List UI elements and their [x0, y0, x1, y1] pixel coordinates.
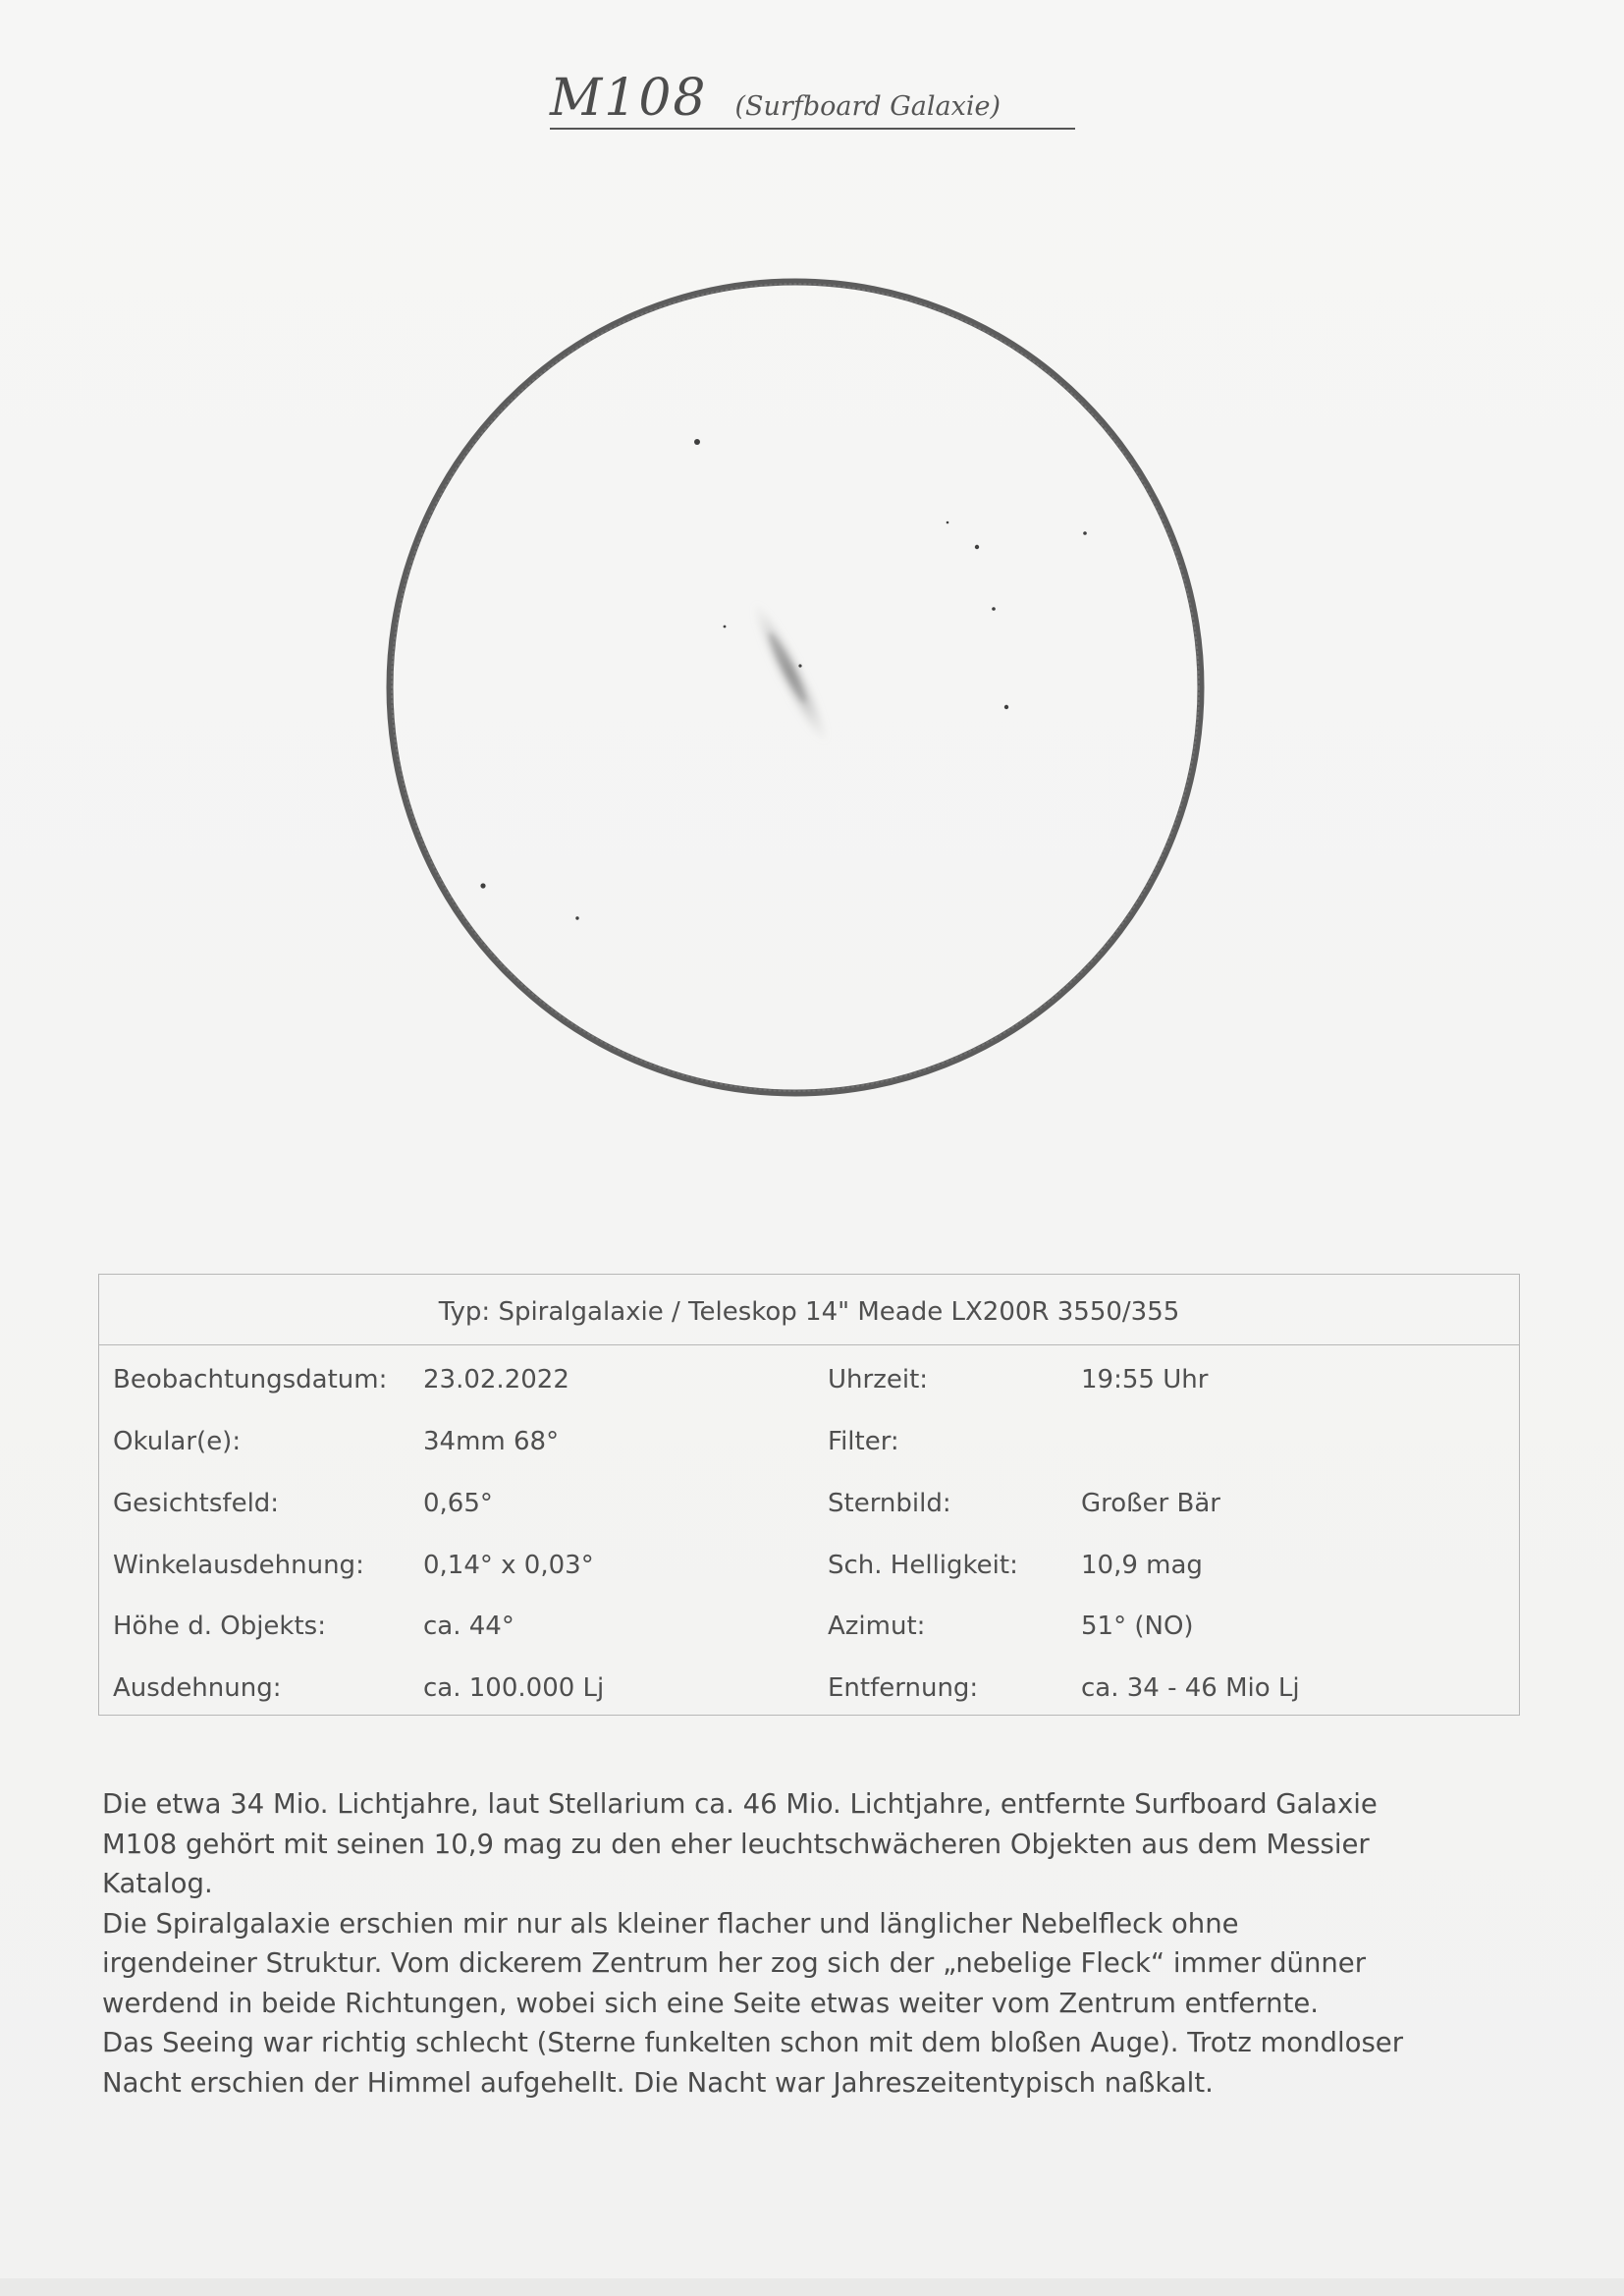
notes-line: Das Seeing war richtig schlecht (Sterne funkelten schon mit dem bloßen Auge). Trotz mondloser: [102, 2027, 1404, 2058]
scan-edge: [0, 2278, 1624, 2296]
info-label: Höhe d. Objekts:: [113, 1612, 326, 1641]
info-row: [99, 1475, 1519, 1536]
notes-line: Nacht erschien der Himmel aufgehellt. Die Nacht war Jahreszeitentypisch naßkalt.: [102, 2066, 1214, 2099]
info-label: Winkelausdehnung:: [113, 1551, 364, 1580]
object-designation: M108: [550, 69, 708, 128]
notes-line: Katalog.: [102, 1868, 213, 1899]
info-label: Beobachtungsdatum:: [113, 1365, 388, 1394]
info-row: [99, 1351, 1519, 1412]
page-title: [550, 69, 1075, 130]
info-label: Sch. Helligkeit:: [828, 1551, 1018, 1580]
info-value: ca. 44°: [423, 1612, 514, 1641]
notes-line: irgendeiner Struktur. Vom dickerem Zentrum her zog sich der „nebelige Fleck“ immer dünner: [102, 1947, 1367, 1979]
star: [947, 521, 949, 524]
star: [1004, 705, 1008, 709]
star: [1083, 531, 1087, 535]
info-value: 10,9 mag: [1081, 1551, 1203, 1580]
object-common-name: (Surfboard Galaxie): [734, 91, 1001, 122]
notes-line: M108 gehört mit seinen 10,9 mag zu den eher leuchtschwächeren Objekten aus dem Messier: [102, 1828, 1370, 1860]
info-value: 19:55 Uhr: [1081, 1365, 1209, 1394]
star: [480, 883, 485, 888]
info-value: 0,14° x 0,03°: [423, 1551, 594, 1580]
info-row: [99, 1413, 1519, 1474]
info-value: 34mm 68°: [423, 1427, 560, 1456]
info-label: Uhrzeit:: [828, 1365, 929, 1394]
info-label: Azimut:: [828, 1612, 926, 1641]
info-label: Entfernung:: [828, 1673, 979, 1703]
star: [694, 439, 700, 445]
star: [724, 626, 727, 629]
info-value: ca. 100.000 Lj: [423, 1673, 605, 1703]
info-value: Großer Bär: [1081, 1489, 1220, 1518]
info-row: [99, 1537, 1519, 1598]
info-header: Typ: Spiralgalaxie / Teleskop 14" Meade LX200R 3550/355: [99, 1275, 1519, 1345]
galaxy-m108: [742, 596, 839, 748]
info-value: 23.02.2022: [423, 1365, 569, 1394]
info-label: Okular(e):: [113, 1427, 242, 1456]
info-label: Gesichtsfeld:: [113, 1489, 280, 1518]
notes-line: Die Spiralgalaxie erschien mir nur als kleiner flacher und länglicher Nebelfleck ohne: [102, 1907, 1239, 1940]
notes-line: Die etwa 34 Mio. Lichtjahre, laut Stellarium ca. 46 Mio. Lichtjahre, entfernte Surfboard Galaxie: [102, 1788, 1378, 1820]
info-label: Filter:: [828, 1427, 899, 1456]
star: [798, 664, 801, 667]
observation-info-table: [98, 1274, 1520, 1716]
info-value: 51° (NO): [1081, 1612, 1194, 1641]
info-row: [99, 1598, 1519, 1659]
info-row: [99, 1660, 1519, 1721]
info-label: Sternbild:: [828, 1489, 951, 1518]
eyepiece-sketch: [383, 275, 1218, 1100]
star: [575, 916, 578, 919]
info-value: ca. 34 - 46 Mio Lj: [1081, 1673, 1300, 1703]
info-label: Ausdehnung:: [113, 1673, 282, 1703]
star: [975, 545, 979, 549]
notes-line: werdend in beide Richtungen, wobei sich eine Seite etwas weiter vom Zentrum entfernte.: [102, 1987, 1320, 2019]
star: [992, 607, 996, 611]
observation-notes: [102, 1784, 1545, 2103]
info-value: 0,65°: [423, 1489, 493, 1518]
